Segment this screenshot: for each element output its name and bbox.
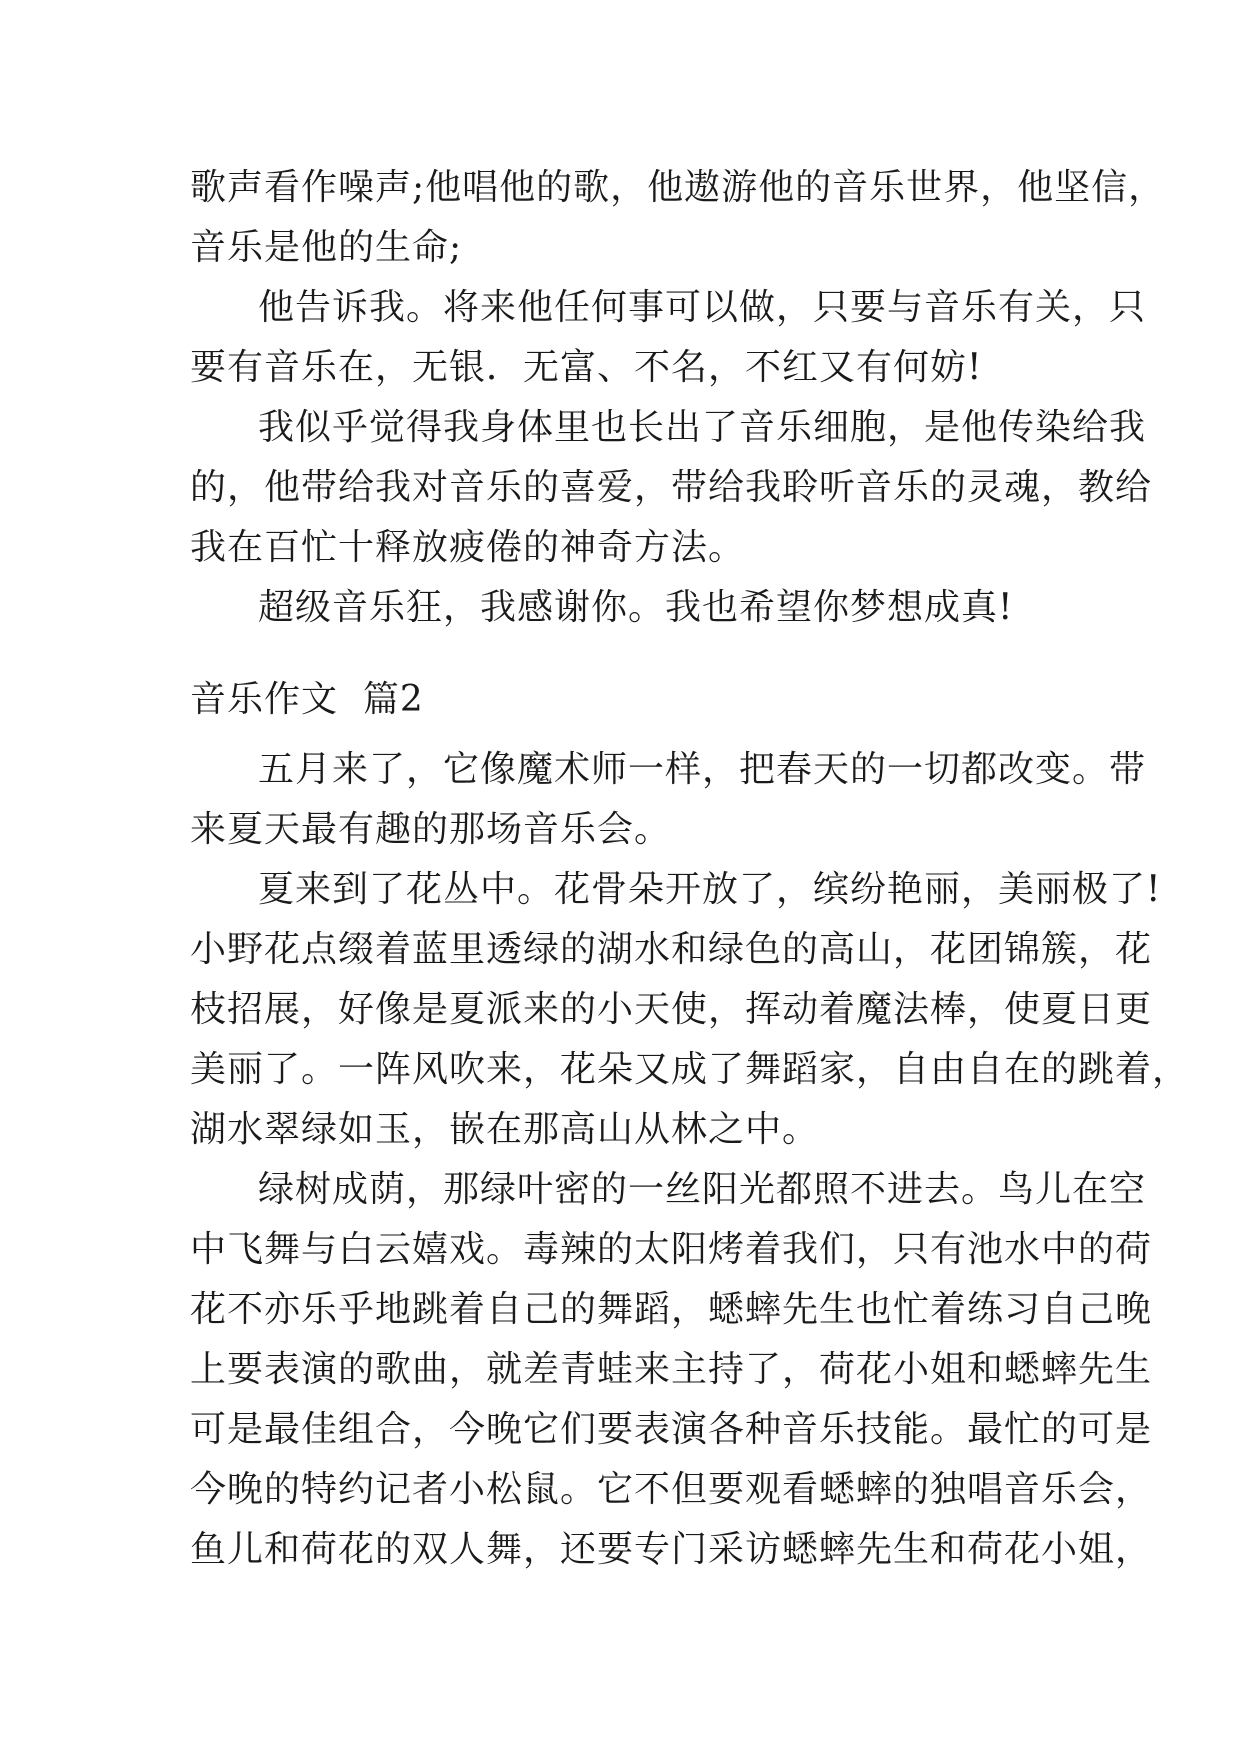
- paragraph-line: 他告诉我。将来他任何事可以做，只要与音乐有关，只: [258, 287, 1147, 328]
- paragraph-line: 枝招展，好像是夏派来的小天使，挥动着魔法棒，使夏日更: [190, 989, 1153, 1030]
- paragraph-line: 湖水翠绿如玉，嵌在那高山从林之中。: [190, 1109, 820, 1150]
- section-title: 音乐作文 篇2: [190, 679, 424, 720]
- paragraph-line: 可是最佳组合，今晚它们要表演各种音乐技能。最忙的可是: [190, 1409, 1153, 1450]
- paragraph-line: 我似乎觉得我身体里也长出了音乐细胞，是他传染给我: [258, 407, 1147, 448]
- paragraph-line: 夏来到了花丛中。花骨朵开放了，缤纷艳丽，美丽极了!: [258, 869, 1162, 910]
- paragraph-line: 花不亦乐乎地跳着自己的舞蹈，蟋蟀先生也忙着练习自己晚: [190, 1289, 1153, 1330]
- paragraph-line: 美丽了。一阵风吹来，花朵又成了舞蹈家，自由自在的跳着，: [190, 1049, 1190, 1090]
- essay-part-2: [190, 740, 1190, 1580]
- paragraph-line: 小野花点缀着蓝里透绿的湖水和绿色的高山，花团锦簇，花: [190, 929, 1153, 970]
- paragraph-line: 我在百忙十释放疲倦的神奇方法。: [190, 527, 746, 568]
- paragraph-line: 鱼儿和荷花的双人舞，还要专门采访蟋蟀先生和荷花小姐，: [190, 1529, 1153, 1570]
- paragraph-line: 要有音乐在，无银．无富、不名，不红又有何妨!: [190, 347, 983, 388]
- paragraph-line: 来夏天最有趣的那场音乐会。: [190, 809, 672, 850]
- paragraph-line: 音乐是他的生命;: [190, 227, 463, 268]
- paragraph-line: 今晚的特约记者小松鼠。它不但要观看蟋蟀的独唱音乐会，: [190, 1469, 1153, 1510]
- paragraph-line: 上要表演的歌曲，就差青蛙来主持了，荷花小姐和蟋蟀先生: [190, 1349, 1153, 1390]
- paragraph-line: 超级音乐狂，我感谢你。我也希望你梦想成真!: [258, 587, 1014, 628]
- paragraph-line: 绿树成荫，那绿叶密的一丝阳光都照不进去。鸟儿在空: [258, 1169, 1147, 1210]
- paragraph-line: 五月来了，它像魔术师一样，把春天的一切都改变。带: [258, 749, 1147, 790]
- paragraph-line: 中飞舞与白云嬉戏。毒辣的太阳烤着我们，只有池水中的荷: [190, 1229, 1153, 1270]
- paragraph-line: 歌声看作噪声;他唱他的歌，他遨游他的音乐世界，他坚信，: [190, 167, 1166, 208]
- paragraph-line: 的，他带给我对音乐的喜爱，带给我聆听音乐的灵魂，教给: [190, 467, 1153, 508]
- essay-part-1: [190, 158, 1166, 638]
- section-heading: [190, 670, 1070, 730]
